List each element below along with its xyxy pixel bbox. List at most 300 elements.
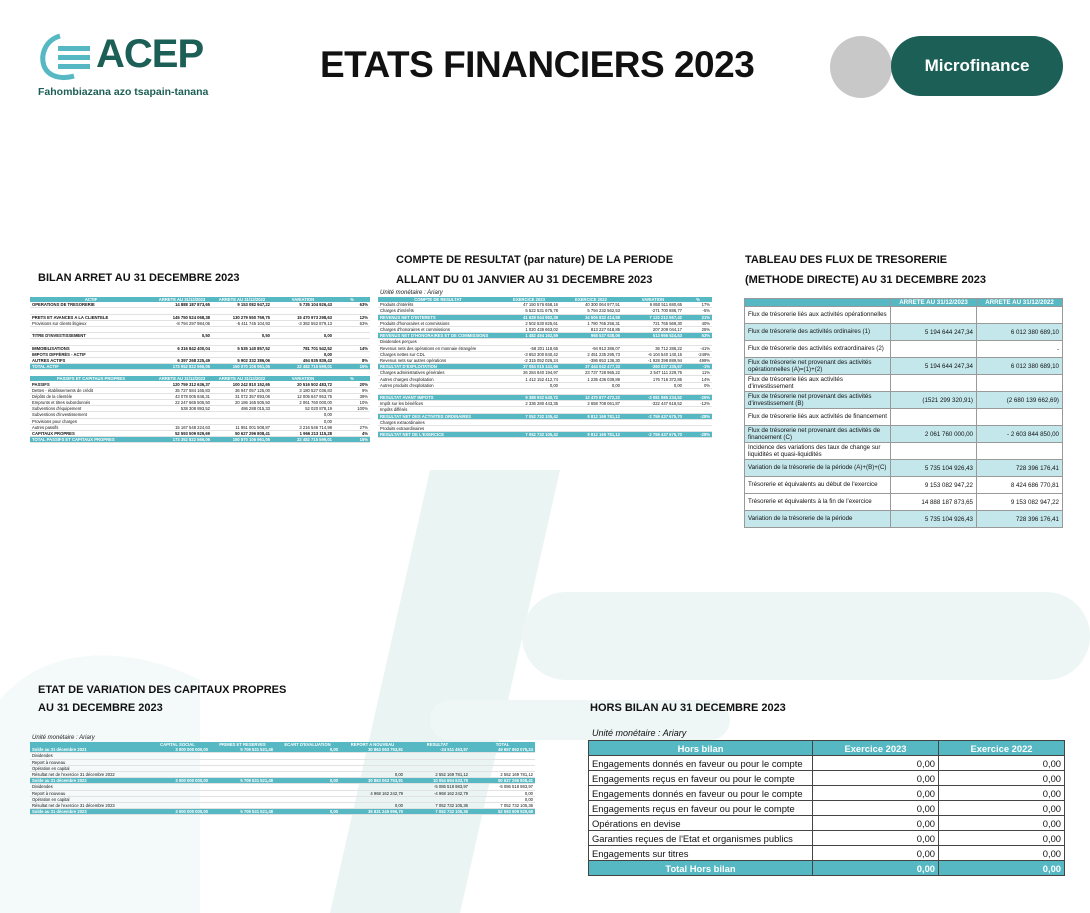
table-cell: 37 444 042 477,33: [560, 364, 622, 370]
table-cell: 12 005 647 953,75: [272, 393, 334, 399]
resultat-section: [378, 297, 712, 438]
table-cell: 0,00: [939, 756, 1065, 771]
table-cell: 5 535 140 857,52: [212, 345, 272, 351]
table-cell: 968 537 638,06: [560, 333, 622, 339]
table-cell: 40 300 064 977,51: [560, 302, 622, 308]
column-header: ARRETE AU 31/12/2023: [152, 297, 212, 302]
horsbilan-title: HORS BILAN AU 31 DECEMBRE 2023: [590, 702, 786, 714]
table-cell: 6 316 842 400,04: [152, 345, 212, 351]
table-cell: 35 727 584 165,83: [152, 387, 212, 393]
row-label: Opérations en devise: [589, 816, 813, 831]
table-cell: 3 216 546 714,98: [272, 424, 334, 430]
table-cell: 3 000 000 000,00: [145, 809, 210, 815]
table-cell: 5 709 531 521,48: [210, 778, 275, 784]
logo-text: ACEP: [96, 32, 204, 76]
table-cell: 34 505 832 414,98: [560, 314, 622, 320]
table-cell: 2 451 235 295,73: [560, 351, 622, 357]
table-cell: 12%: [334, 314, 370, 320]
table-row: [378, 395, 712, 401]
table-cell: 14%: [334, 345, 370, 351]
row-label: Solde au 31 décembre 2021: [30, 747, 145, 753]
table-cell: -360 027 335,67: [622, 364, 684, 370]
column-header: EXERCICE 2023: [498, 297, 560, 302]
table-cell: 10 054 694 633,79: [405, 778, 470, 784]
table-cell: 40%: [684, 320, 712, 326]
table-cell: 0,00: [272, 418, 334, 424]
table-row: [745, 460, 1063, 477]
table-cell: -24 511 453,97: [405, 747, 470, 753]
column-header: TOTAL: [470, 742, 535, 747]
row-label: AUTRES ACTIFS: [30, 357, 152, 363]
column-header: ARRETE AU 31/12/2022: [977, 299, 1063, 307]
table-row: [30, 314, 370, 320]
table-cell: -1%: [684, 364, 712, 370]
table-cell: 0,00: [813, 786, 939, 801]
table-cell: -5 411 745 104,93: [212, 320, 272, 326]
row-label: Garanties reçues de l'Etat et organismes publics: [589, 831, 813, 846]
table-cell: -322 447 618,52: [622, 401, 684, 407]
table-cell: 1 966 213 115,28: [272, 430, 334, 436]
table-cell: -5%: [684, 308, 712, 314]
table-cell: 5 735 104 926,43: [891, 511, 977, 528]
row-label: Incidence des variations des taux de change sur liquidités et quasi-liquidités: [745, 443, 891, 460]
table-cell: 5 522 531 675,78: [498, 308, 560, 314]
table-cell: 11 951 001 508,87: [212, 424, 272, 430]
table-cell: 145 750 524 068,38: [152, 314, 212, 320]
table-cell: 52 020 878,19: [272, 406, 334, 412]
column-header: ACTIF: [30, 297, 152, 302]
table-cell: 20 516 502 483,72: [272, 381, 334, 387]
table-cell: 2 552 169 781,12: [405, 771, 470, 777]
table-cell: [891, 341, 977, 358]
row-label: Dettes - établissements de crédit: [30, 387, 152, 393]
table-cell: 4%: [334, 430, 370, 436]
table-cell: 0,00: [813, 846, 939, 861]
table-cell: 15%: [334, 437, 370, 443]
table-cell: 0,00: [813, 816, 939, 831]
table-cell: - 2 603 844 850,00: [977, 426, 1063, 443]
column-header: VARIATION: [272, 297, 334, 302]
row-label: Dividendes: [30, 784, 145, 790]
column-header: [745, 299, 891, 307]
table-cell: 15 167 548 224,63: [152, 424, 212, 430]
table-cell: 15%: [334, 364, 370, 370]
table-row: [745, 409, 1063, 426]
row-label: Impôts différés: [378, 407, 498, 413]
table-cell: 9 812 169 781,12: [560, 432, 622, 438]
table-cell: 20 186 165 505,50: [212, 400, 272, 406]
row-label: Report à nouveau: [30, 790, 145, 796]
table-cell: 728 396 176,41: [977, 460, 1063, 477]
row-label: Variation de la trésorerie de la période: [745, 511, 891, 528]
total-label: Total Hors bilan: [589, 861, 813, 876]
table-cell: 2 061 760 000,00: [891, 426, 977, 443]
table-cell: 1 780 765 256,31: [560, 320, 622, 326]
table-cell: [977, 409, 1063, 426]
table-cell: 31 072 357 893,06: [212, 393, 272, 399]
table-cell: 120 759 312 636,37: [152, 381, 212, 387]
row-label: Résultat net de l'exercice 31 décembre 2022: [30, 771, 145, 777]
bilan-passif-table: [30, 376, 370, 443]
column-header: ARRETE AU 31/12/2023: [891, 299, 977, 307]
table-cell: 10%: [334, 400, 370, 406]
table-row: [589, 786, 1065, 801]
table-cell: 23 737 728 965,22: [560, 370, 622, 376]
table-cell: 1 482 494 162,59: [498, 333, 560, 339]
table-cell: 17%: [684, 302, 712, 308]
table-cell: -6 104 540 140,15: [622, 351, 684, 357]
table-cell: [891, 409, 977, 426]
table-cell: 721 765 569,30: [622, 320, 684, 326]
table-cell: 2 061 760 000,00: [272, 400, 334, 406]
table-cell: -41%: [684, 345, 712, 351]
table-cell: 538 308 893,52: [152, 406, 212, 412]
column-header: VARIATION: [272, 376, 334, 381]
table-cell: -8 794 297 984,06: [152, 320, 212, 326]
table-cell: 0,00: [813, 801, 939, 816]
table-row: [378, 370, 712, 376]
flux-title: [745, 252, 986, 288]
table-row: [378, 376, 712, 382]
row-label: IMPOTS DIFFÉRÉS - ACTIF: [30, 351, 152, 357]
table-row: [745, 358, 1063, 375]
table-cell: 207 209 044,17: [622, 326, 684, 332]
table-cell: [891, 375, 977, 392]
table-cell: -249%: [684, 351, 712, 357]
table-row: [745, 494, 1063, 511]
table-cell: 3 000 000 000,00: [145, 778, 210, 784]
table-cell: 8%: [334, 357, 370, 363]
table-header-row: [589, 741, 1065, 756]
bilan-title: BILAN ARRET AU 31 DECEMBRE 2023: [38, 272, 240, 284]
table-cell: (2 680 139 662,69): [977, 392, 1063, 409]
row-label: Engagements reçus en faveur ou pour le compte: [589, 801, 813, 816]
table-cell: 30 863 063 753,91: [340, 747, 405, 753]
table-cell: (1521 299 320,91): [891, 392, 977, 409]
row-label: Provisions pour charges: [30, 418, 152, 424]
table-cell: 1 020 436 663,02: [498, 326, 560, 332]
table-cell: -386 653 136,30: [560, 357, 622, 363]
table-cell: 9 388 932 540,72: [498, 395, 560, 401]
flux-title-line2: (METHODE DIRECTE) AU 31 DECEMBRE 2023: [745, 274, 987, 286]
table-cell: -28%: [684, 413, 712, 419]
table-cell: 49 657 652 075,24: [470, 747, 535, 753]
row-label: Résultat net de l'exercice 31 décembre 2023: [30, 802, 145, 808]
row-label: Revenus nets sur autres opérations: [378, 357, 498, 363]
column-header: %: [334, 297, 370, 302]
table-cell: 0,00: [275, 747, 340, 753]
page-title: ETATS FINANCIERS 2023: [320, 44, 755, 85]
column-header: REPORT A NOUVEAU: [340, 742, 405, 747]
table-cell: 0,00: [939, 801, 1065, 816]
table-cell: 0,50: [212, 333, 272, 339]
table-cell: 7 052 732 105,36: [405, 809, 470, 815]
table-cell: 0,00: [939, 816, 1065, 831]
table-cell: 36 947 057 125,00: [212, 387, 272, 393]
table-row: [745, 477, 1063, 494]
horsbilan-section: [588, 740, 1064, 876]
resultat-title: [396, 252, 673, 288]
row-label: Flux de trésorerie liés aux activités de financement: [745, 409, 891, 426]
table-row: [30, 387, 370, 393]
table-row: [745, 443, 1063, 460]
table-cell: 0,00: [275, 809, 340, 815]
table-cell: 27%: [334, 424, 370, 430]
column-header: ARRETE AU 31/12/2022: [212, 297, 272, 302]
table-row: [30, 320, 370, 326]
resultat-title-line1: COMPTE DE RESULTAT (par nature) DE LA PERIODE: [396, 254, 674, 266]
table-cell: 0,00: [939, 846, 1065, 861]
table-cell: 1 235 436 039,89: [560, 376, 622, 382]
column-header: EXERCICE 2022: [560, 297, 622, 302]
table-cell: -94 913 386,07: [560, 345, 622, 351]
table-cell: 22 247 665 505,50: [152, 400, 212, 406]
table-row: [378, 432, 712, 438]
table-cell: 35 831 245 996,70: [340, 809, 405, 815]
table-cell: [977, 375, 1063, 392]
table-cell: 5 709 531 521,48: [210, 747, 275, 753]
table-cell: 21%: [684, 314, 712, 320]
table-cell: 7 052 732 105,36: [405, 802, 470, 808]
table-cell: 0,00: [340, 802, 405, 808]
table-cell: 30 863 063 753,91: [340, 778, 405, 784]
table-cell: 9 153 082 947,22: [977, 494, 1063, 511]
table-cell: 2 502 530 825,61: [498, 320, 560, 326]
table-row: [589, 831, 1065, 846]
table-row: [378, 364, 712, 370]
table-cell: 5 194 644 247,34: [891, 358, 977, 375]
table-cell: 5 735 104 926,43: [891, 460, 977, 477]
row-label: RESULTAT AVANT IMPOTS: [378, 395, 498, 401]
column-header: CAPITAL SOCIAL: [145, 742, 210, 747]
table-cell: 7 052 732 105,36: [470, 802, 535, 808]
table-cell: 150 870 106 961,05: [212, 437, 272, 443]
table-cell: 0,00: [272, 333, 334, 339]
table-row: [745, 307, 1063, 324]
table-cell: [891, 443, 977, 460]
flux-section: [744, 298, 1062, 528]
table-cell: [891, 307, 977, 324]
table-cell: 2 552 169 781,12: [470, 771, 535, 777]
table-cell: 14 888 187 873,65: [152, 302, 212, 308]
row-label: Provisions sur clients litigieux: [30, 320, 152, 326]
column-header: ARRETE AU 31/12/2023: [152, 376, 212, 381]
table-cell: 0,00: [340, 771, 405, 777]
table-cell: 100%: [334, 406, 370, 412]
table-cell: 50 627 296 808,41: [212, 430, 272, 436]
table-cell: 50 627 296 808,41: [470, 778, 535, 784]
row-label: Dividendes perçues: [378, 339, 498, 345]
bilan-section: [30, 297, 370, 443]
table-cell: 486 288 015,33: [212, 406, 272, 412]
row-label: Flux de trésorerie net provenant des activités de financement (C): [745, 426, 891, 443]
horsbilan-unit: Unité monétaire : Ariary: [592, 728, 687, 738]
row-label: Autres passifs: [30, 424, 152, 430]
table-row: [378, 333, 712, 339]
row-label: REVENUS NET D'HONORAIRES ET DE COMMISSIONS: [378, 333, 498, 339]
table-row: [378, 357, 712, 363]
row-label: Produits d'intérêts: [378, 302, 498, 308]
capitaux-unit: Unité monétaire : Ariary: [32, 735, 95, 741]
table-cell: 26 284 840 194,97: [498, 370, 560, 376]
table-row: [30, 437, 370, 443]
row-label: TITRE D'INVESTISSEMENT: [30, 333, 152, 339]
row-label: Charges administratives générales: [378, 370, 498, 376]
column-header: ECART D'EVALUATION: [275, 742, 340, 747]
row-label: Dépôts de la clientèle: [30, 393, 152, 399]
table-row: [378, 314, 712, 320]
table-cell: -28%: [684, 432, 712, 438]
row-label: PRETS ET AVANCES A LA CLIENTELE: [30, 314, 152, 320]
row-label: Opération en capital: [30, 796, 145, 802]
table-row: [378, 413, 712, 419]
table-cell: 43 078 005 846,31: [152, 393, 212, 399]
row-label: Solde au 31 décembre 2023: [30, 809, 145, 815]
capitaux-section: [30, 742, 535, 815]
table-row: [745, 426, 1063, 443]
table-cell: 0,00: [560, 382, 622, 388]
table-row: [589, 801, 1065, 816]
row-label: RESULTAT D'EXPLOITATION: [378, 364, 498, 370]
table-cell: 513 956 524,53: [622, 333, 684, 339]
table-cell: 173 952 822 566,06: [152, 364, 212, 370]
table-cell: 9 812 169 781,12: [560, 413, 622, 419]
table-cell: 2 547 111 229,75: [622, 370, 684, 376]
table-cell: 100 242 810 152,65: [212, 381, 272, 387]
table-cell: 0,00: [272, 351, 334, 357]
table-cell: 6 850 511 680,65: [622, 302, 684, 308]
acep-logo-icon: [38, 32, 98, 82]
row-label: Flux de trésorerie net provenant des activités opérationnelles (A)=(1)+(2): [745, 358, 891, 375]
table-cell: -1 928 398 889,94: [622, 357, 684, 363]
table-cell: 8 424 686 770,81: [977, 477, 1063, 494]
table-cell: 0,00: [470, 796, 535, 802]
row-label: TOTAL PASSIFS ET CAPITAUX PROPRES: [30, 437, 152, 443]
column-header: PASSIFS ET CAPITAUX PROPRES: [30, 376, 152, 381]
table-cell: 5 794 232 562,53: [560, 308, 622, 314]
table-cell: 1 412 152 412,74: [498, 376, 560, 382]
table-cell: 5 735 104 926,43: [272, 302, 334, 308]
row-label: Engagements donnés en faveur ou pour le compte: [589, 786, 813, 801]
total-value: 0,00: [813, 861, 939, 876]
table-cell: -25%: [684, 395, 712, 401]
table-row: [745, 511, 1063, 528]
row-label: Autres charges d'exploitation: [378, 376, 498, 382]
table-cell: -: [977, 341, 1063, 358]
row-label: Produits extraordinaires: [378, 425, 498, 431]
table-cell: 0,00: [622, 382, 684, 388]
table-cell: 39%: [334, 393, 370, 399]
table-cell: 173 352 822 566,06: [152, 437, 212, 443]
table-cell: 0,00: [813, 831, 939, 846]
table-cell: 4 968 162 242,79: [340, 790, 405, 796]
total-row: [589, 861, 1065, 876]
capitaux-table: [30, 742, 535, 815]
table-cell: [977, 443, 1063, 460]
table-cell: 22 482 715 599,01: [272, 437, 334, 443]
table-cell: 6 012 380 689,10: [977, 358, 1063, 375]
table-cell: 0,00: [813, 771, 939, 786]
row-label: OPERATIONS DE TRESORERIE: [30, 302, 152, 308]
row-label: Charges d'intérêts: [378, 308, 498, 314]
tagline: Fahombiazana azo tsapain-tanana: [38, 86, 209, 98]
table-row: [378, 320, 712, 326]
column-header: RESULTAT: [405, 742, 470, 747]
capitaux-title: [38, 682, 286, 716]
table-cell: 22 482 715 599,01: [272, 364, 334, 370]
table-cell: 52 593 509 929,69: [152, 430, 212, 436]
capitaux-title-line1: ETAT DE VARIATION DES CAPITAUX PROPRES: [38, 684, 287, 696]
table-cell: 0,00: [813, 756, 939, 771]
table-cell: 0,00: [498, 382, 560, 388]
table-cell: 52 593 509 929,69: [470, 809, 535, 815]
horsbilan-table: [588, 740, 1065, 876]
row-label: Flux de trésorerie liés aux activités opérationnelles: [745, 307, 891, 324]
table-row: [378, 345, 712, 351]
row-label: Flux de trésorerie net provenant des activités d'investissement (B): [745, 392, 891, 409]
table-cell: 12 470 877 472,22: [560, 395, 622, 401]
table-row: [745, 324, 1063, 341]
column-header: %: [334, 376, 370, 381]
table-cell: -3 382 552 879,13: [272, 320, 334, 326]
row-label: Trésorerie et équivalents à la fin de l'exercice: [745, 494, 891, 511]
table-row: [589, 816, 1065, 831]
row-label: Flux de trésorerie des activités extraordinaires (2): [745, 341, 891, 358]
row-label: Engagements sur titres: [589, 846, 813, 861]
row-label: Report à nouveau: [30, 759, 145, 765]
table-cell: 9 153 082 947,22: [891, 477, 977, 494]
table-cell: -5 086 518 983,97: [470, 784, 535, 790]
total-value: 0,00: [939, 861, 1065, 876]
table-cell: 176 716 372,85: [622, 376, 684, 382]
decor-circle: [830, 36, 892, 98]
row-label: TOTAL ACTIF: [30, 364, 152, 370]
table-row: [589, 771, 1065, 786]
bilan-actif-table: [30, 297, 370, 370]
table-row: [589, 756, 1065, 771]
resultat-unit: Unité monétaire : Ariary: [380, 290, 443, 296]
table-cell: 41 628 044 982,38: [498, 314, 560, 320]
column-header: Exercice 2022: [939, 741, 1065, 756]
table-cell: 36 712 286,22: [622, 345, 684, 351]
table-row: [30, 302, 370, 308]
row-label: Flux de trésorerie liés aux activités d'investissement: [745, 375, 891, 392]
table-cell: 494 935 839,43: [272, 357, 334, 363]
table-row: [378, 326, 712, 332]
row-label: REVENUS NET D'INTERETS: [378, 314, 498, 320]
table-cell: 2 336 280 443,35: [498, 401, 560, 407]
table-cell: -3 653 300 840,42: [498, 351, 560, 357]
flux-title-line1: TABLEAU DES FLUX DE TRESORERIE: [745, 254, 948, 266]
row-label: RESULTAT NET DES ACTIVITES ORDINAIRES: [378, 413, 498, 419]
table-cell: 0,00: [275, 778, 340, 784]
capitaux-title-line2: AU 31 DECEMBRE 2023: [38, 702, 163, 714]
column-header: ARRETE AU 31/12/2022: [212, 376, 272, 381]
table-cell: 6 012 380 689,10: [977, 324, 1063, 341]
row-label: Flux de trésorerie des activités ordinaires (1): [745, 324, 891, 341]
table-row: [745, 375, 1063, 392]
table-cell: -2 759 437 675,70: [622, 432, 684, 438]
table-cell: 7 122 212 567,42: [622, 314, 684, 320]
table-cell: 6 397 268 225,49: [152, 357, 212, 363]
table-cell: 0,00: [272, 412, 334, 418]
table-cell: 37 084 015 141,66: [498, 364, 560, 370]
table-cell: 5 709 531 521,48: [210, 809, 275, 815]
table-cell: 5 194 644 247,34: [891, 324, 977, 341]
table-cell: 25%: [684, 326, 712, 332]
table-cell: 2 658 708 061,87: [560, 401, 622, 407]
table-cell: -3 081 985 234,52: [622, 395, 684, 401]
